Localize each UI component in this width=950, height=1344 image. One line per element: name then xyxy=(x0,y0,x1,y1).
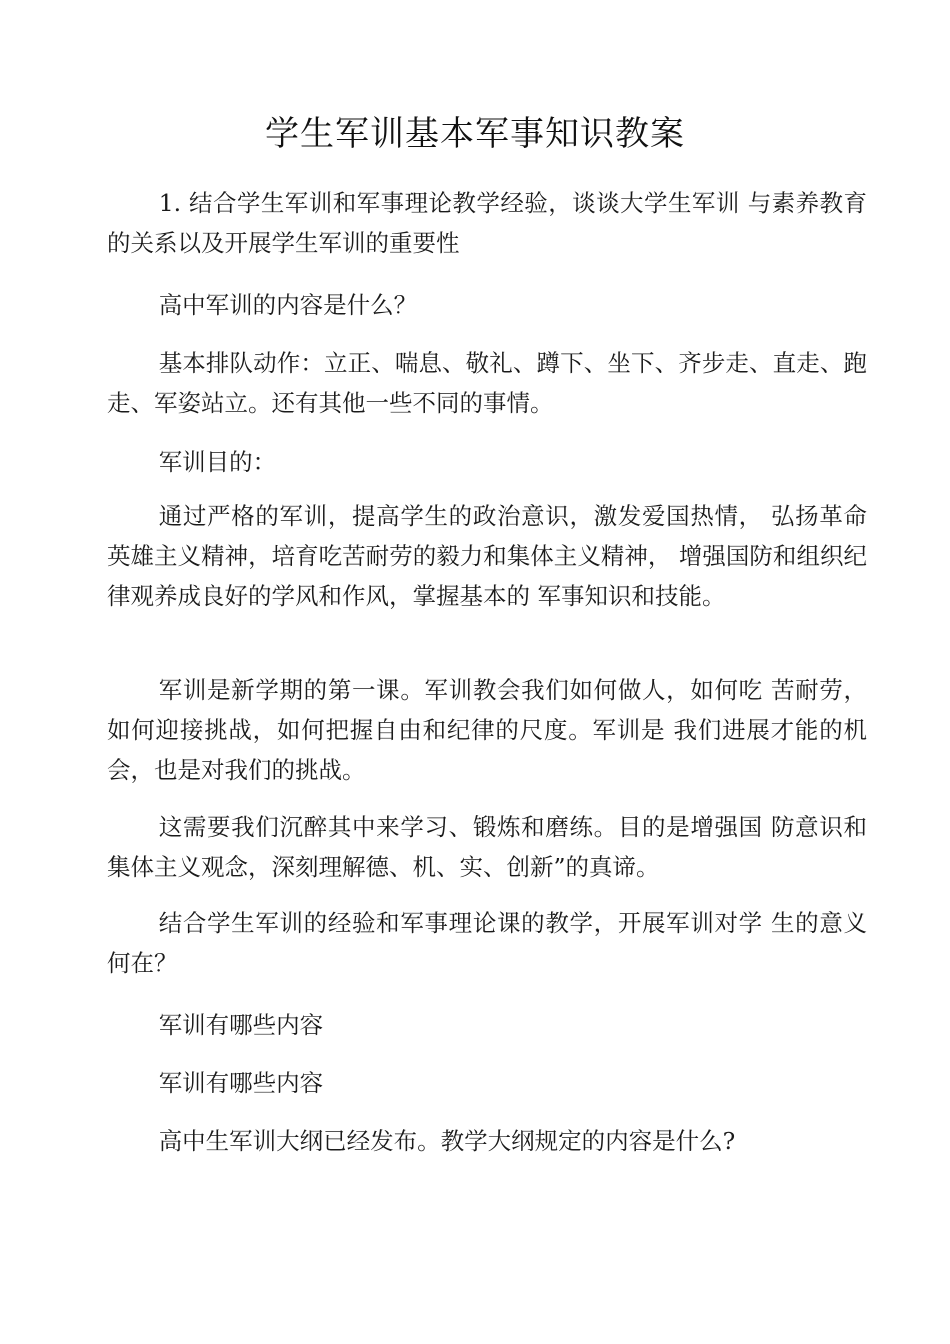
paragraph-significance-question: 结合学生军训的经验和军事理论课的教学，开展军训对学 生的意义何在？ xyxy=(107,909,867,977)
paragraph-basic-drill-actions: 基本排队动作：立正、喘息、敬礼、蹲下、坐下、齐步走、直走、跑走、军姿站立。还有其他一些不同的事情。 xyxy=(107,349,867,417)
paragraph-immersion: 这需要我们沉醉其中来学习、锻炼和磨练。目的是增强国 防意识和集体主义观念，深刻理解德、机、实、创新”的真谛。 xyxy=(107,813,867,881)
paragraph-first-lesson: 军训是新学期的第一课。军训教会我们如何做人，如何吃 苦耐劳，如何迎接挑战，如何把握自由和纪律的尺度。军训是 我们进展才能的机会，也是对我们的挑战。 xyxy=(107,676,867,784)
paragraph-training-purpose-body: 通过严格的军训，提高学生的政治意识，激发爱国热情， 弘扬革命英雄主义精神，培育吃苦耐劳的毅力和集体主义精神， 增强国防和组织纪律观养成良好的学风和作风，掌握基本的 军事知识和技能。 xyxy=(107,502,867,610)
paragraph-training-purpose-heading: 军训目的： xyxy=(158,448,277,476)
paragraph-training-contents-2: 军训有哪些内容 xyxy=(158,1069,324,1097)
document-title: 学生军训基本军事知识教案 xyxy=(265,114,685,154)
paragraph-highschool-training-question: 高中军训的内容是什么？ xyxy=(158,291,418,319)
paragraph-syllabus-question: 高中生军训大纲已经发布。教学大纲规定的内容是什么? xyxy=(158,1127,736,1155)
paragraph-training-contents-1: 军训有哪些内容 xyxy=(158,1011,324,1039)
paragraph-military-training-relation: 1. 结合学生军训和军事理论教学经验，谈谈大学生军训 与素养教育的关系以及开展学生军训的重要性 xyxy=(107,189,867,257)
